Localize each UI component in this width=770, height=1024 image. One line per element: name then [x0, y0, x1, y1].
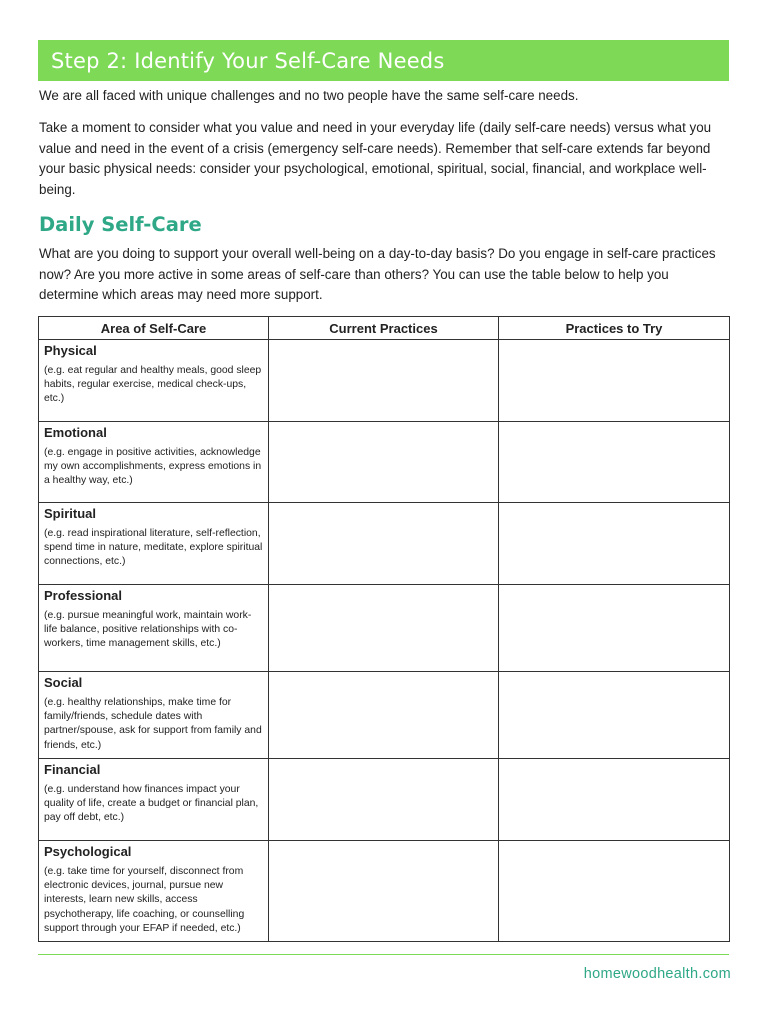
section-heading: Daily Self-Care: [39, 213, 202, 236]
area-cell: [39, 759, 269, 841]
area-cell: [39, 340, 269, 422]
practices-to-try-cell[interactable]: [499, 340, 730, 422]
footer-divider: [38, 954, 729, 955]
intro-paragraph-1: We are all faced with unique challenges and no two people have the same self-care needs.: [39, 88, 579, 103]
column-header-practices-to-try: Practices to Try: [499, 317, 730, 340]
practices-to-try-cell[interactable]: [499, 759, 730, 841]
area-example: (e.g. eat regular and healthy meals, good sleep habits, regular exercise, medical check-ups, etc.): [44, 365, 262, 405]
intro-paragraph-2: Take a moment to consider what you value and need in your everyday life (daily self-care needs) versus what you value and need in the event of a crisis (emergency self-care needs). Remember that self-care extends far beyond your basic physical needs: consider your psychological, emotional, spiritual, social, financial, and workplace well-being.: [39, 120, 712, 197]
area-example: (e.g. pursue meaningful work, maintain work-life balance, positive relationships with co-workers, time management skills, etc.): [44, 610, 252, 650]
current-practices-cell[interactable]: [269, 422, 499, 503]
self-care-table: [38, 316, 730, 942]
area-example: (e.g. healthy relationships, make time for family/friends, schedule dates with partner/spouse, ask for support from family and friends, etc.): [44, 697, 262, 751]
practices-to-try-cell[interactable]: [499, 841, 730, 942]
table-row: [39, 585, 730, 672]
table-row: [39, 841, 730, 942]
area-name: Physical: [44, 343, 97, 358]
table-row: [39, 672, 730, 759]
area-example: (e.g. engage in positive activities, acknowledge my own accomplishments, express emotions in a healthy way, etc.): [44, 447, 262, 487]
area-example: (e.g. read inspirational literature, self-reflection, spend time in nature, meditate, explore spiritual connections, etc.): [44, 528, 263, 568]
current-practices-cell[interactable]: [269, 340, 499, 422]
table-row: [39, 759, 730, 841]
table-row: [39, 340, 730, 422]
area-cell: [39, 503, 269, 585]
practices-to-try-cell[interactable]: [499, 503, 730, 585]
area-name: Financial: [44, 762, 101, 777]
practices-to-try-cell[interactable]: [499, 585, 730, 672]
page-title: Step 2: Identify Your Self-Care Needs: [51, 48, 445, 73]
current-practices-cell[interactable]: [269, 585, 499, 672]
current-practices-cell[interactable]: [269, 759, 499, 841]
area-name: Emotional: [44, 425, 107, 440]
section-description: What are you doing to support your overall well-being on a day-to-day basis? Do you engage in self-care practices now? Are you more active in some areas of self-care than others? You can use the table below to help you determine which areas may need more support.: [39, 246, 716, 303]
area-cell: [39, 585, 269, 672]
table-row: [39, 503, 730, 585]
table-header-row: [39, 317, 730, 340]
section-banner: [38, 40, 729, 81]
current-practices-cell[interactable]: [269, 841, 499, 942]
area-name: Professional: [44, 588, 123, 603]
area-cell: [39, 422, 269, 503]
area-example: (e.g. understand how finances impact your quality of life, create a budget or financial plan, pay off debt, etc.): [44, 784, 259, 824]
practices-to-try-cell[interactable]: [499, 422, 730, 503]
practices-to-try-cell[interactable]: [499, 672, 730, 759]
footer-brand: homewoodhealth.com: [583, 966, 731, 982]
column-header-current-practices: Current Practices: [269, 317, 499, 340]
area-example: (e.g. take time for yourself, disconnect from electronic devices, journal, pursue new interests, learn new skills, access psychotherapy, life coaching, or counselling support through your EFAP if needed, etc.): [44, 866, 245, 934]
column-header-area: Area of Self-Care: [39, 317, 269, 340]
current-practices-cell[interactable]: [269, 672, 499, 759]
area-name: Spiritual: [44, 506, 97, 521]
area-name: Social: [44, 675, 83, 690]
area-cell: [39, 672, 269, 759]
area-name: Psychological: [44, 844, 132, 859]
area-cell: [39, 841, 269, 942]
table-row: [39, 422, 730, 503]
current-practices-cell[interactable]: [269, 503, 499, 585]
